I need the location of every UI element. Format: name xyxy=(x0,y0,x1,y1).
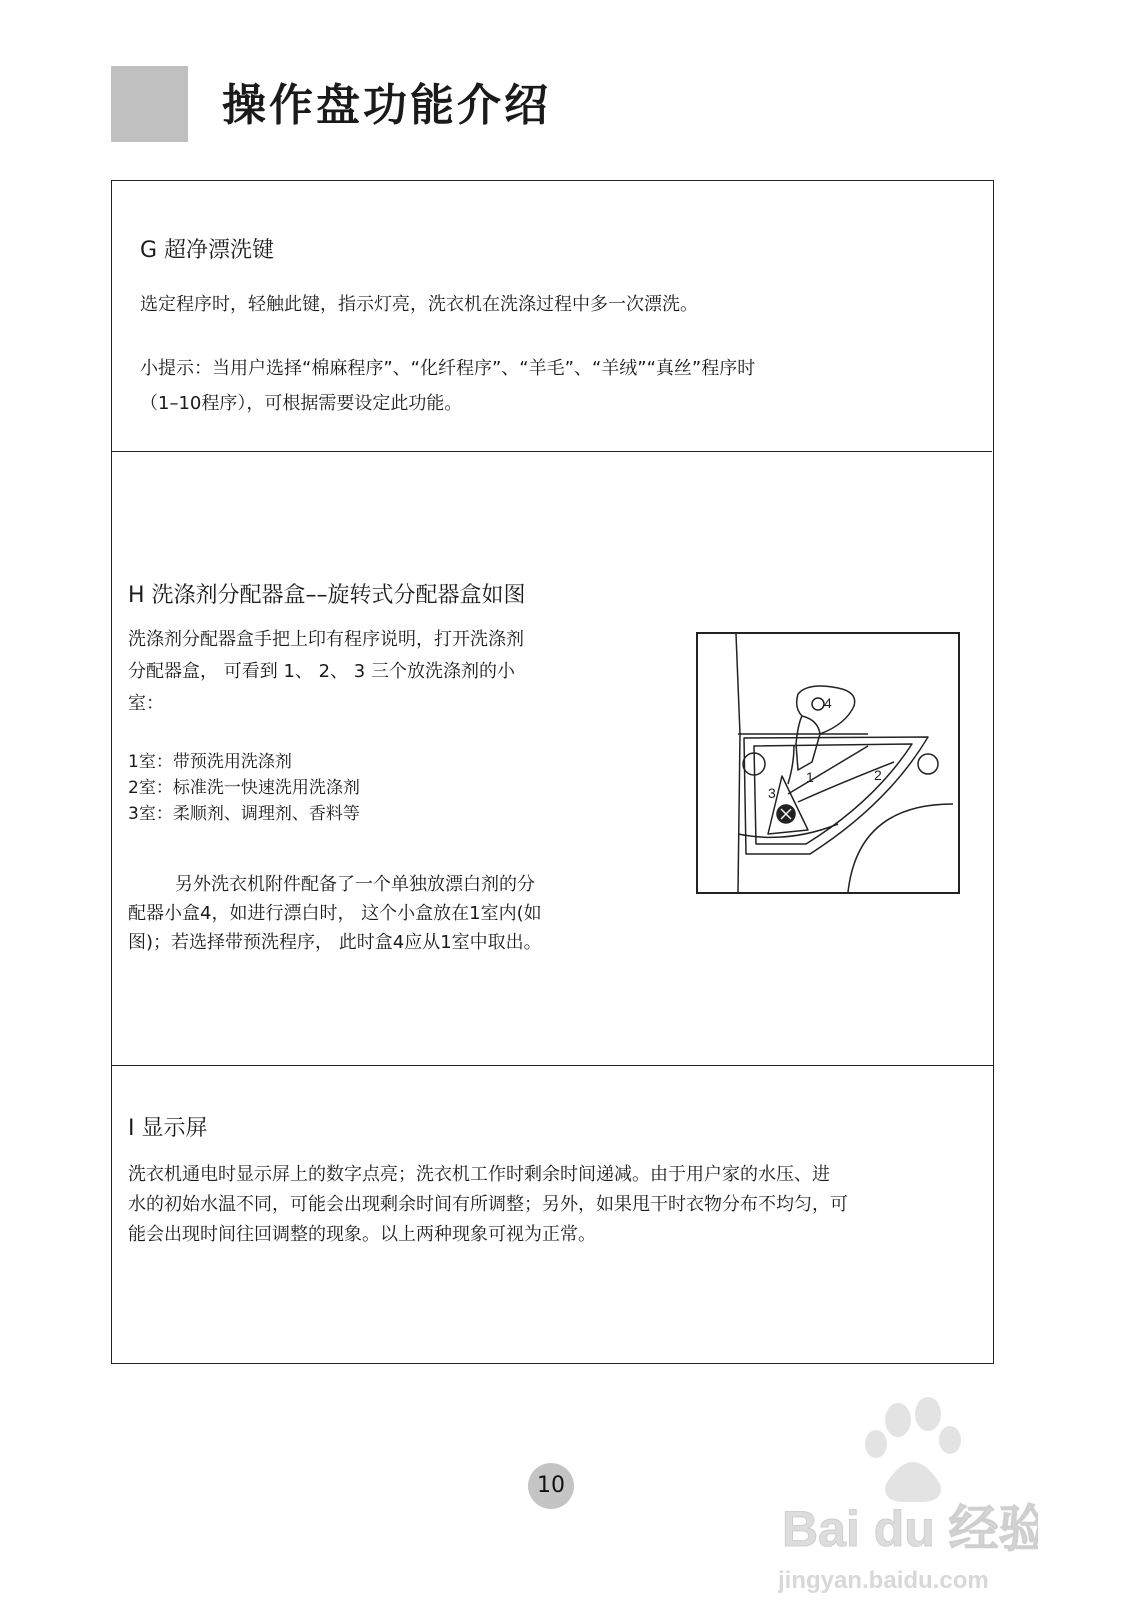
section-h-extra-line: 图)；若选择带预洗程序， 此时盒4应从1室中取出。 xyxy=(128,932,542,953)
section-h-extra-line: 另外洗衣机附件配备了一个单独放漂白剂的分 xyxy=(175,874,535,895)
section-g-tip-line: 小提示：当用户选择“棉麻程序”、“化纤程序”、“羊毛”、“羊绒”“真丝”程序时 xyxy=(140,358,756,379)
section-g-title: G 超净漂洗键 xyxy=(140,238,275,263)
baidu-watermark xyxy=(778,1392,1038,1602)
section-i-line: 能会出现时间往回调整的现象。以上两种现象可视为正常。 xyxy=(128,1224,596,1245)
room-1-item: 1室：带预洗用洗涤剂 xyxy=(128,752,292,772)
page-title: 操作盘功能介绍 xyxy=(222,80,551,131)
room-3-item: 3室：柔顺剂、调理剂、香料等 xyxy=(128,804,360,824)
figure-label: 2 xyxy=(874,767,882,783)
section-h-intro-line: 室： xyxy=(128,693,164,714)
section-i-title: I 显示屏 xyxy=(128,1116,208,1141)
section-g-tip-line: （1–10程序），可根据需要设定此功能。 xyxy=(140,393,463,414)
section-h-intro-line: 洗涤剂分配器盒手把上印有程序说明，打开洗涤剂 xyxy=(128,629,524,650)
title-accent-block xyxy=(111,66,188,142)
figure-label: 4 xyxy=(824,695,832,711)
figure-label: 3 xyxy=(768,785,776,801)
watermark-brand: Bai du 经验 xyxy=(782,1501,1038,1557)
section-divider xyxy=(111,451,992,452)
section-h-intro-line: 分配器盒， 可看到 1、 2、 3 三个放洗涤剂的小 xyxy=(128,661,515,682)
watermark-url: jingyan.baidu.com xyxy=(778,1567,989,1594)
section-i-line: 洗衣机通电时显示屏上的数字点亮；洗衣机工作时剩余时间递减。由于用户家的水压、进 xyxy=(128,1164,830,1185)
section-h-title: H 洗涤剂分配器盒––旋转式分配器盒如图 xyxy=(128,583,526,608)
page-number-badge: 10 xyxy=(528,1463,574,1509)
figure-label: 1 xyxy=(806,769,814,785)
section-g-text: 选定程序时，轻触此键，指示灯亮，洗衣机在洗涤过程中多一次漂洗。 xyxy=(140,294,698,315)
section-divider xyxy=(111,1065,994,1066)
room-2-item: 2室：标准洗一快速洗用洗涤剂 xyxy=(128,778,360,798)
paw-logo-icon xyxy=(778,1392,1038,1602)
section-i-line: 水的初始水温不同，可能会出现剩余时间有所调整；另外，如果甩干时衣物分布不均匀，可 xyxy=(128,1194,848,1215)
section-h-extra-line: 配器小盒4，如进行漂白时， 这个小盒放在1室内(如 xyxy=(128,903,542,924)
dispenser-drawing xyxy=(698,634,958,892)
dispenser-figure xyxy=(696,632,960,894)
